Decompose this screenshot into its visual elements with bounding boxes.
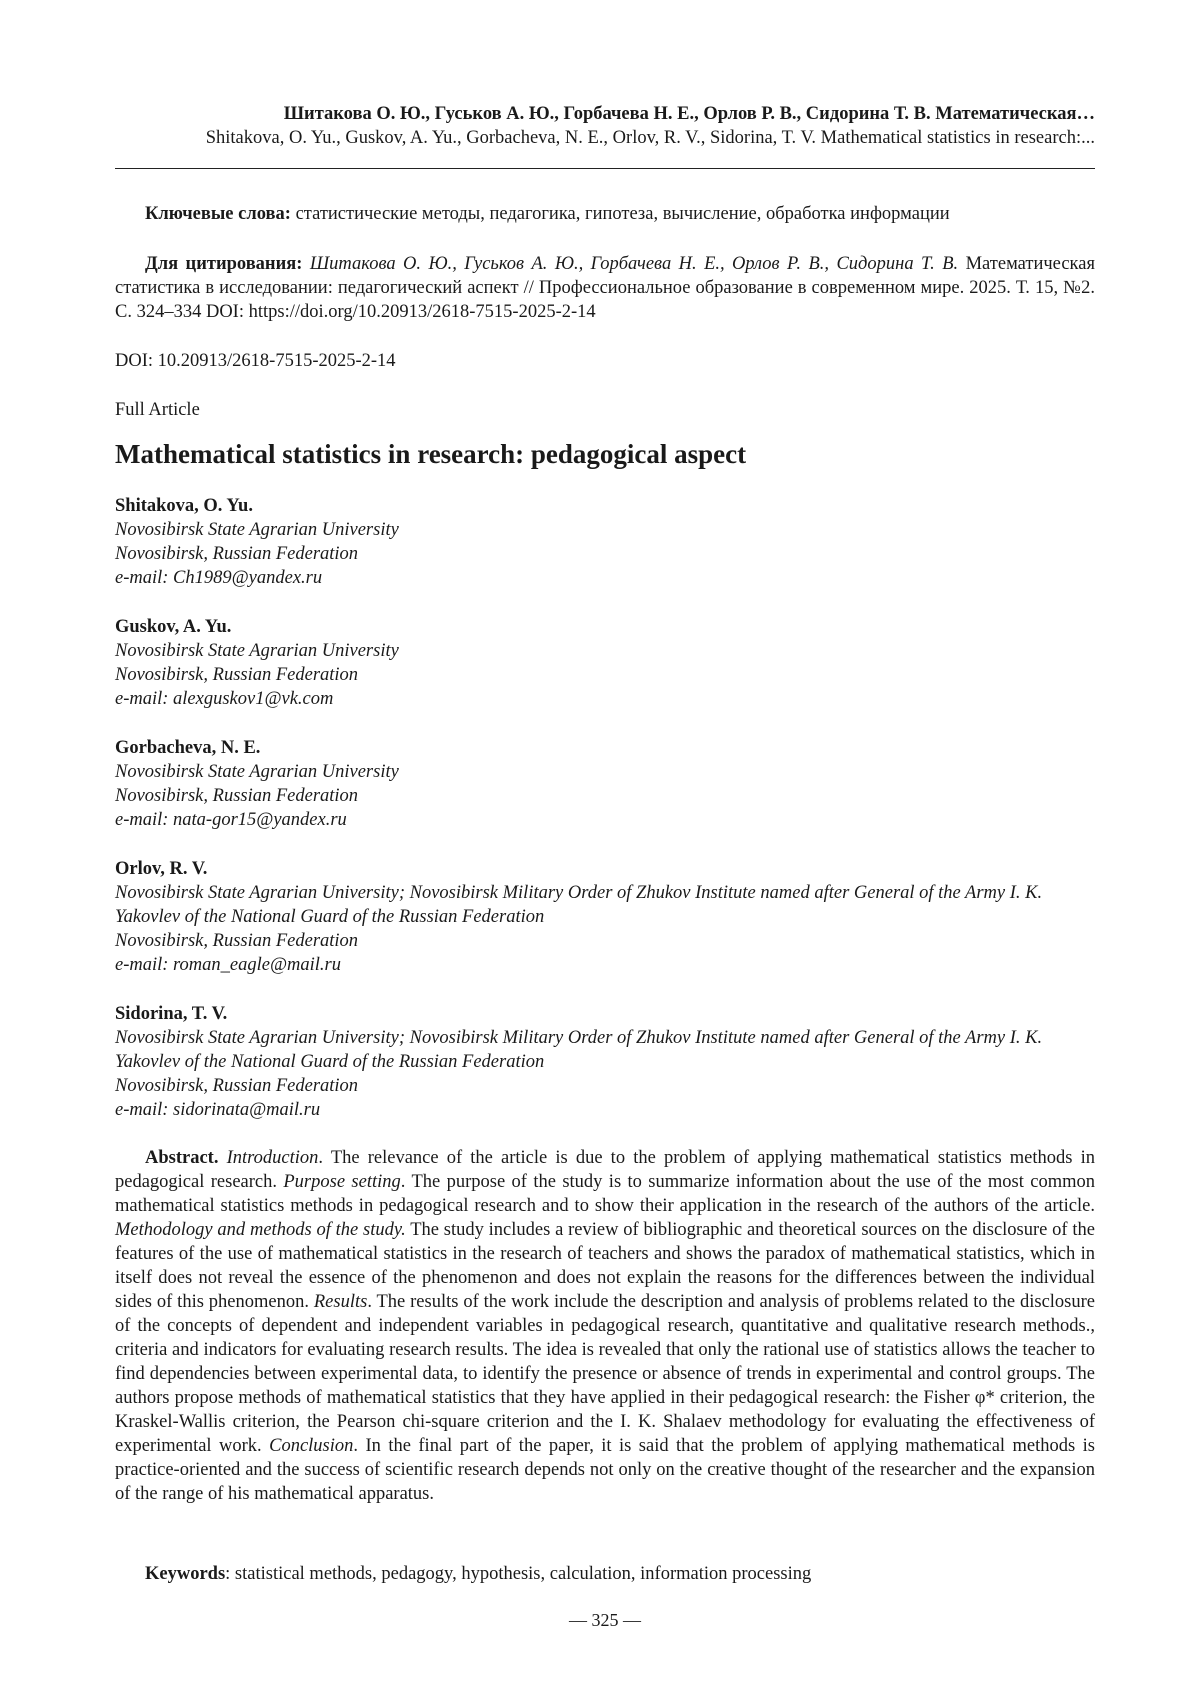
article-title: Mathematical statistics in research: pedagogical aspect <box>115 439 747 469</box>
author-location: Novosibirsk, Russian Federation <box>115 1076 359 1096</box>
author-name: Guskov, A. Yu. <box>115 617 232 637</box>
doi-line: DOI: 10.20913/2618-7515-2025-2-14 <box>115 351 396 371</box>
author-location: Novosibirsk, Russian Federation <box>115 786 359 806</box>
abstract-results-label: Results <box>308 1292 368 1312</box>
author-block <box>115 615 1095 711</box>
author-location: Novosibirsk, Russian Federation <box>115 665 359 685</box>
author-affiliation: Novosibirsk State Agrarian University; Novosibirsk Military Order of Zhukov Institute named after General of the Army I. K. Yakovlev of the National Guard of the Russian Federation <box>115 1028 1043 1072</box>
abstract-method: The study includes a review of bibliographic and theoretical sources on the disclosure of the features of the use of mathematical statistics in the research of teachers and shows the paradox of mathematical statistics, which in itself does not reveal the essence of the phenomenon and does not explain the reasons for the differences between the individual sides of this phenomenon. <box>115 1220 1095 1312</box>
abstract <box>115 1146 1095 1506</box>
abstract-label: Abstract. <box>145 1148 219 1168</box>
header-divider <box>115 168 1095 169</box>
citation <box>115 252 1095 324</box>
keywords-ru-label: Ключевые слова: <box>145 204 291 224</box>
author-name: Orlov, R. V. <box>115 859 208 879</box>
citation-label: Для цитирования: <box>145 254 303 274</box>
article-type: Full Article <box>115 400 200 420</box>
author-email: e-mail: roman_eagle@mail.ru <box>115 955 341 975</box>
author-affiliation: Novosibirsk State Agrarian University <box>115 520 399 540</box>
abstract-method-label: Methodology and methods of the study. <box>115 1220 406 1240</box>
running-head-ru: Шитакова О. Ю., Гуськов А. Ю., Горбачева Н. Е., Орлов Р. В., Сидорина Т. В. Математическая… <box>283 104 1095 124</box>
abstract-intro: . The relevance of the article is due to the problem of applying mathematical statistics methods in pedagogical research. <box>115 1148 1095 1192</box>
abstract-conclusion: . In the final part of the paper, it is said that the problem of applying mathematical methods is practice-oriented and the success of scientific research depends not only on the creative thought of the researcher and the expansion of the range of his mathematical apparatus. <box>115 1436 1095 1504</box>
author-block <box>115 494 1095 590</box>
author-affiliation: Novosibirsk State Agrarian University <box>115 762 399 782</box>
keywords-en <box>115 1562 1095 1586</box>
author-location: Novosibirsk, Russian Federation <box>115 931 359 951</box>
author-email: e-mail: alexguskov1@vk.com <box>115 689 334 709</box>
author-affiliation: Novosibirsk State Agrarian University <box>115 641 399 661</box>
abstract-results: . The results of the work include the description and analysis of problems related to the disclosure of the concepts of dependent and independent variables in pedagogical research, quantitative and qualitative research methods., criteria and indicators for evaluating research results. The idea is revealed that only the rational use of statistics allows the teacher to find dependencies between experimental data, to identify the presence or absence of trends in experimental and control groups. The authors propose methods of mathematical statistics that they have applied in their pedagogical research: the Fisher φ* criterion, the Kraskel-Wallis criterion, the Pearson chi-square criterion and the I. K. Shalaev methodology for evaluating the effectiveness of experimental work. <box>115 1292 1095 1456</box>
abstract-purpose: . The purpose of the study is to summarize information about the use of the most common mathematical statistics methods in pedagogical research and to show their application in the research of the authors of the article. <box>115 1172 1095 1216</box>
author-name: Gorbacheva, N. E. <box>115 738 261 758</box>
author-block <box>115 857 1095 977</box>
running-head-en: Shitakova, O. Yu., Guskov, A. Yu., Gorbacheva, N. E., Orlov, R. V., Sidorina, T. V. Mathematical statistics in research:... <box>205 128 1095 148</box>
author-block <box>115 1002 1095 1122</box>
abstract-intro-label: Introduction <box>218 1148 319 1168</box>
keywords-ru-text: статистические методы, педагогика, гипотеза, вычисление, обработка информации <box>290 204 950 224</box>
author-affiliation: Novosibirsk State Agrarian University; Novosibirsk Military Order of Zhukov Institute named after General of the Army I. K. Yakovlev of the National Guard of the Russian Federation <box>115 883 1043 927</box>
abstract-purpose-label: Purpose setting <box>277 1172 401 1192</box>
keywords-en-label: Keywords <box>145 1564 226 1584</box>
author-email: e-mail: nata-gor15@yandex.ru <box>115 810 347 830</box>
author-name: Sidorina, T. V. <box>115 1004 228 1024</box>
author-block <box>115 736 1095 832</box>
abstract-conclusion-label: Conclusion <box>261 1436 354 1456</box>
citation-authors: Шитакова О. Ю., Гуськов А. Ю., Горбачева Н. Е., Орлов Р. В., Сидорина Т. В. <box>302 254 959 274</box>
author-name: Shitakova, O. Yu. <box>115 496 253 516</box>
author-location: Novosibirsk, Russian Federation <box>115 544 359 564</box>
author-email: e-mail: Ch1989@yandex.ru <box>115 568 323 588</box>
running-head <box>115 102 1095 150</box>
page-number: — 325 — <box>569 1610 641 1630</box>
citation-text: Математическая статистика в исследовании: педагогический аспект // Профессиональное образование в современном мире. 2025. Т. 15, №2. С. 324–334 DOI: https://doi.org/10.20913/2618-7515-2025-2-14 <box>115 254 1095 322</box>
keywords-ru <box>115 202 1095 226</box>
author-email: e-mail: sidorinata@mail.ru <box>115 1100 321 1120</box>
keywords-en-text: : statistical methods, pedagogy, hypothesis, calculation, information processing <box>225 1564 812 1584</box>
